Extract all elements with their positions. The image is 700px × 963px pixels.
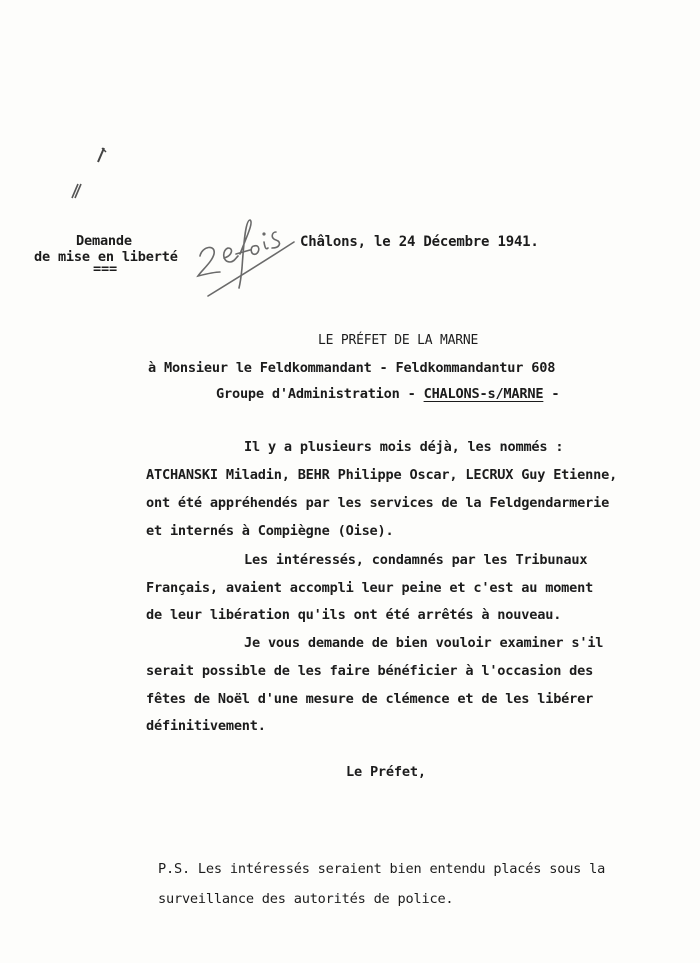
date-line: Châlons, le 24 Décembre 1941. [300, 234, 539, 250]
body-p3-line2: serait possible de les faire bénéficier à l'occasion des [146, 663, 594, 679]
postscript-line1: P.S. Les intéressés seraient bien entendu placés sous la [158, 861, 606, 877]
body-p1-line4: et internés à Compiègne (Oise). [146, 523, 394, 539]
body-p3-line4: définitivement. [146, 718, 266, 734]
recipient-place: CHALONS-s/MARNE [423, 386, 544, 402]
body-p1-line2: ATCHANSKI Miladin, BEHR Philippe Oscar, LECRUX Guy Etienne, [146, 467, 618, 483]
pencil-marks [60, 140, 120, 210]
body-p3-line3: fêtes de Noël d'une mesure de clémence et de les libérer [146, 691, 594, 707]
body-p3-line1: Je vous demande de bien vouloir examiner s'il [244, 635, 604, 651]
margin-note-line1: Demande [76, 233, 132, 249]
body-p1-line3: ont été appréhendés par les services de la Feldgendarmerie [146, 495, 610, 511]
margin-note-rule: === [93, 261, 117, 277]
recipient-line1: à Monsieur le Feldkommandant - Feldkommandantur 608 [148, 360, 556, 376]
body-p2-line2: Français, avaient accompli leur peine et c'est au moment [146, 580, 594, 596]
recipient-prefix: Groupe d'Administration - [216, 386, 424, 402]
margin-note-line2: de mise en liberté [34, 249, 178, 265]
recipient-line2 [216, 388, 559, 402]
body-p2-line1: Les intéressés, condamnés par les Tribunaux [244, 552, 588, 568]
recipient-suffix: - [543, 386, 560, 402]
signature: Le Préfet, [346, 764, 426, 780]
handwritten-annotation [190, 198, 300, 303]
sender-heading: LE PRÉFET DE LA MARNE [318, 333, 479, 348]
postscript-line2: surveillance des autorités de police. [158, 891, 454, 907]
body-p2-line3: de leur libération qu'ils ont été arrêtés à nouveau. [146, 607, 562, 623]
body-p1-line1: Il y a plusieurs mois déjà, les nommés : [244, 439, 564, 455]
